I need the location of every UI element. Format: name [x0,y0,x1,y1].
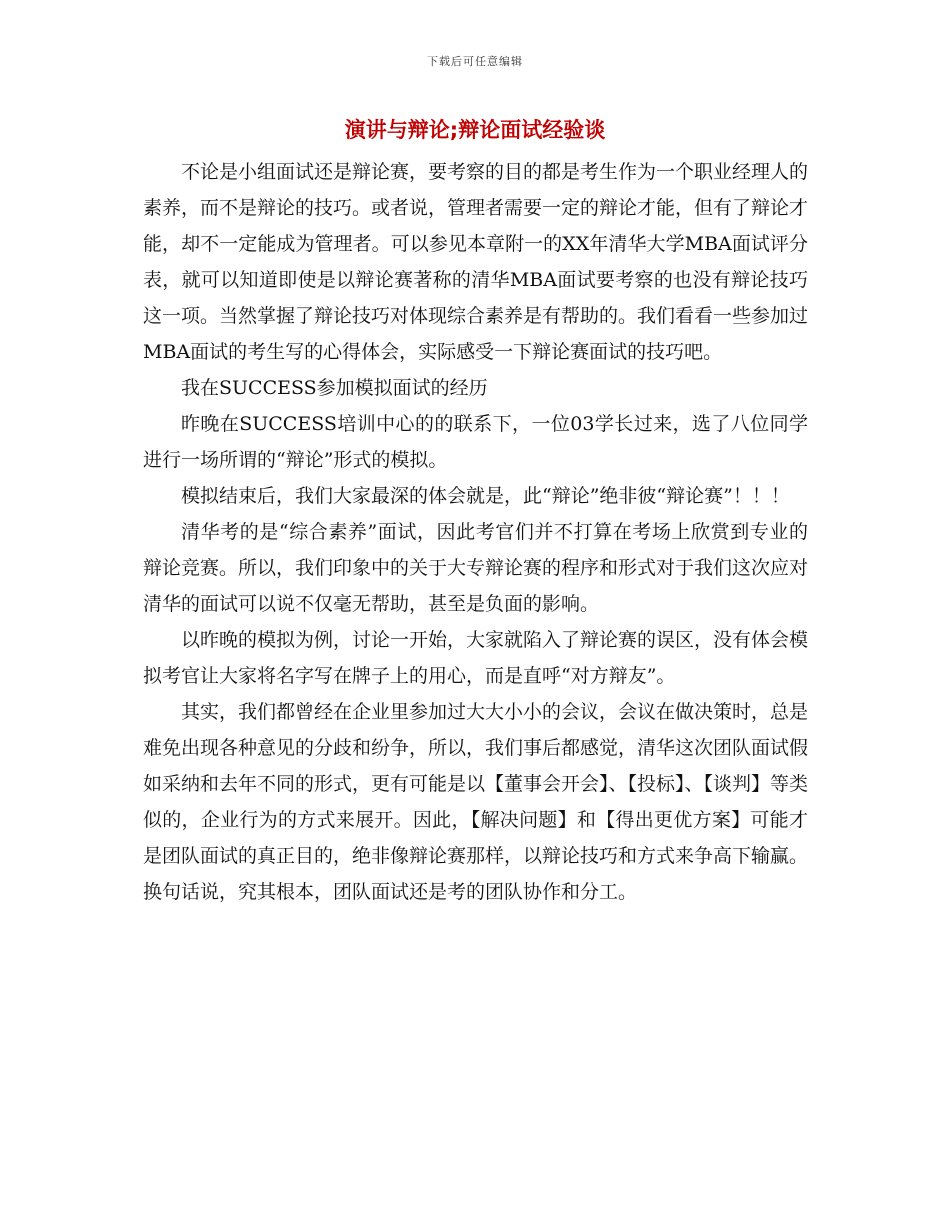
paragraph: 我在SUCCESS参加模拟面试的经历 [181,377,488,399]
paragraph: 昨晚在SUCCESS培训中心的的联系下，一位03学长过来，选了八位同学进行一场所谓的“辩论”形式的模拟。 [143,413,808,471]
paragraph: 其实，我们都曾经在企业里参加过大大小小的会议，会议在做决策时，总是难免出现各种意见的分歧和纷争，所以，我们事后都感觉，清华这次团队面试假如采纳和去年不同的形式，更有可能是以【董事会开会】、【投标】、【谈判】等类似的，企业行为的方式来展开。因此，【解决问题】和【得出更优方案】可能才是团队面试的真正目的，绝非像辩论赛那样，以辩论技巧和方式来争高下输赢。换句话说，究其根本，团队面试还是考的团队协作和分工。 [143,701,809,903]
paragraph: 以昨晚的模拟为例，讨论一开始，大家就陷入了辩论赛的误区，没有体会模拟考官让大家将名字写在牌子上的用心，而是直呼“对方辩友”。 [143,629,809,687]
page-header: 下载后可任意编辑 [427,55,523,68]
document-title: 演讲与辩论;辩论面试经验谈 [344,118,606,142]
document-body [143,154,808,910]
paragraph: 不论是小组面试还是辩论赛，要考察的目的都是考生作为一个职业经理人的素养，而不是辩论的技巧。或者说，管理者需要一定的辩论才能，但有了辩论才能，却不一定能成为管理者。可以参见本章附一的XX年清华大学MBA面试评分表，就可以知道即使是以辩论赛著称的清华MBA面试要考察的也没有辩论技巧这一项。当然掌握了辩论技巧对体现综合素养是有帮助的。我们看看一些参加过MBA面试的考生写的心得体会，实际感受一下辩论赛面试的技巧吧。 [143,161,809,363]
paragraph: 模拟结束后，我们大家最深的体会就是，此“辩论”绝非彼“辩论赛”！！！ [181,485,790,507]
paragraph: 清华考的是“综合素养”面试，因此考官们并不打算在考场上欣赏到专业的辩论竞赛。所以，我们印象中的关于大专辩论赛的程序和形式对于我们这次应对清华的面试可以说不仅毫无帮助，甚至是负面的影响。 [143,521,809,615]
